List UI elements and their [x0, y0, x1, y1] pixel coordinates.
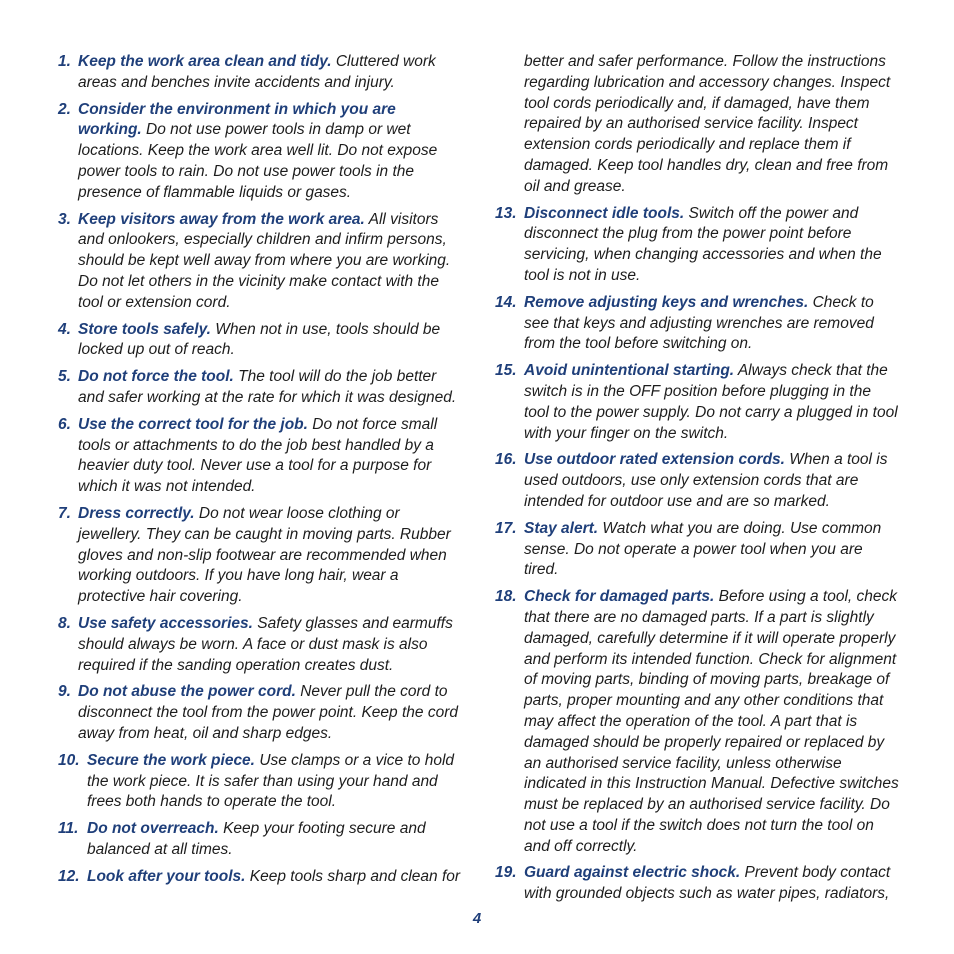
- right-column: [495, 52, 900, 911]
- rule-number: 1.: [58, 53, 71, 70]
- rule-heading: Remove adjusting keys and wrenches.: [524, 293, 809, 311]
- rule-text: When a tool is used outdoors, use only extension cords that are intended for outdoor use and are so marked.: [524, 451, 888, 510]
- safety-rule-6: [58, 415, 463, 498]
- rule-text: Safety glasses and earmuffs should always be worn. A face or dust mask is also required if the sanding operation creates dust.: [78, 614, 453, 674]
- safety-rule-9: [58, 682, 463, 744]
- rule-text: Do not wear loose clothing or jewellery. They can be caught in moving parts. Rubber gloves and non-slip footwear are recommended when working outdoors. If you have long hair, wear a protective hair covering.: [78, 504, 451, 606]
- rule-number: 10.: [58, 751, 80, 769]
- rule-text: Use clamps or a vice to hold the work piece. It is safer than using your hand and frees both hands to operate the tool.: [87, 751, 455, 811]
- rule-heading: Store tools safely.: [78, 320, 211, 338]
- rule-number: 2.: [58, 100, 71, 118]
- rule-text: Keep tools sharp and clean for: [249, 867, 461, 885]
- rule-number: 3.: [58, 210, 71, 228]
- rule-number: 11.: [58, 820, 79, 838]
- rule-text: All visitors and onlookers, especially children and infirm persons, should be kept well away from where you are working. Do not let others in the vicinity make contact with the tool or extension cord.: [78, 210, 451, 311]
- rule-12-continuation: better and safer performance. Follow the instructions regarding lubrication and accessory changes. Inspect tool cords periodically and, if damaged, have them repaired by an authorised service facility. Inspect extension cords periodically and replace them if damaged. Keep tool handles dry, clean and free from oil and grease.: [524, 53, 891, 195]
- safety-rule-17: [495, 519, 900, 581]
- rule-heading: Keep visitors away from the work area.: [78, 210, 365, 228]
- left-column: [58, 52, 463, 893]
- rule-text: Check to see that keys and adjusting wrenches are removed from the tool before switching on.: [524, 293, 874, 353]
- rule-text: Switch off the power and disconnect the plug from the power point before servicing, when changing accessories and when the tool is not in use.: [524, 204, 882, 284]
- rule-number: 17.: [495, 519, 517, 537]
- rule-heading: Stay alert.: [524, 519, 599, 537]
- safety-rule-14: [495, 293, 900, 355]
- rule-number: 19.: [495, 864, 517, 882]
- rule-number: 6.: [58, 415, 71, 433]
- rule-number: 9.: [58, 683, 71, 701]
- safety-rule-2: [58, 100, 463, 204]
- safety-rule-18: [495, 587, 900, 857]
- safety-rule-4: [58, 320, 463, 362]
- rule-text: Do not use power tools in damp or wet locations. Keep the work area well lit. Do not expose power tools to rain. Do not use power tools in the presence of flammable liquids or gases.: [78, 121, 438, 201]
- rule-heading: Dress correctly.: [78, 504, 195, 522]
- rule-heading: Consider the environment in which you are working.: [78, 100, 396, 139]
- rule-heading: Do not abuse the power cord.: [78, 683, 296, 701]
- rule-heading: Secure the work piece.: [87, 751, 255, 769]
- safety-rule-13: [495, 204, 900, 287]
- rule-heading: Use safety accessories.: [78, 614, 253, 632]
- rule-text: Prevent body contact with grounded objects such as water pipes, radiators,: [524, 864, 891, 903]
- rule-heading: Avoid unintentional starting.: [524, 362, 735, 380]
- safety-rule-19: [495, 863, 900, 905]
- rule-text: Always check that the switch is in the OFF position before plugging in the tool to the power supply. Do not carry a plugged in tool with your finger on the switch.: [524, 362, 898, 442]
- safety-rule-8: [58, 614, 463, 676]
- rule-text: Before using a tool, check that there are no damaged parts. If a part is slightly damaged, carefully determine if it will operate properly and perform its intended function. Check for alignment of moving parts, binding of moving parts, breakage of parts, proper mounting and any other conditions that may affect the operation of the tool. A part that is damaged should be properly repaired or replaced by an authorised service facility, unless otherwise indicated in this Instruction Manual. Defective switches must be replaced by an authorised service facility. Do not use a tool if the switch does not turn the tool on and off correctly.: [524, 588, 899, 855]
- rule-number: 8.: [58, 614, 71, 632]
- safety-rule-16: [495, 450, 900, 512]
- rule-text: Keep your footing secure and balanced at all times.: [87, 820, 426, 858]
- rule-heading: Keep the work area clean and tidy.: [78, 53, 332, 70]
- rule-heading: Use the correct tool for the job.: [78, 415, 308, 433]
- page-number: 4: [472, 910, 482, 927]
- rule-number: 7.: [58, 504, 71, 522]
- rule-heading: Guard against electric shock.: [524, 864, 741, 882]
- rule-heading: Check for damaged parts.: [524, 588, 715, 606]
- rule-number: 16.: [495, 451, 517, 469]
- rule-heading: Look after your tools.: [87, 867, 246, 885]
- safety-rule-15: [495, 361, 900, 444]
- rule-heading: Do not force the tool.: [78, 368, 234, 386]
- rule-heading: Do not overreach.: [87, 820, 219, 838]
- rule-number: 4.: [58, 320, 71, 338]
- rule-number: 5.: [58, 368, 71, 386]
- safety-rule-12: [58, 867, 463, 888]
- rule-number: 13.: [495, 204, 517, 222]
- safety-rule-7: [58, 504, 463, 608]
- safety-rule-11: [58, 819, 463, 861]
- safety-rule-1: [58, 52, 463, 94]
- rule-text: Never pull the cord to disconnect the tool from the power point. Keep the cord away from heat, oil and sharp edges.: [78, 683, 458, 742]
- rule-text: The tool will do the job better and safer working at the rate for which it was designed.: [78, 368, 457, 406]
- safety-rule-10: [58, 751, 463, 813]
- rule-number: 14.: [495, 293, 517, 311]
- rule-text: When not in use, tools should be locked up out of reach.: [78, 320, 441, 359]
- rule-number: 12.: [58, 867, 80, 885]
- rule-text: Cluttered work areas and benches invite accidents and injury.: [78, 53, 436, 91]
- safety-rule-3: [58, 210, 463, 314]
- rule-heading: Disconnect idle tools.: [524, 204, 685, 222]
- rule-number: 15.: [495, 362, 517, 380]
- rule-text: Watch what you are doing. Use common sense. Do not operate a power tool when you are tired.: [524, 519, 882, 579]
- rule-number: 18.: [495, 588, 517, 606]
- rule-heading: Use outdoor rated extension cords.: [524, 451, 785, 469]
- safety-rule-5: [58, 367, 463, 409]
- rule-text: Do not force small tools or attachments to do the job best handled by a heavier duty tool. Never use a tool for a purpose for which it was not intended.: [78, 415, 438, 496]
